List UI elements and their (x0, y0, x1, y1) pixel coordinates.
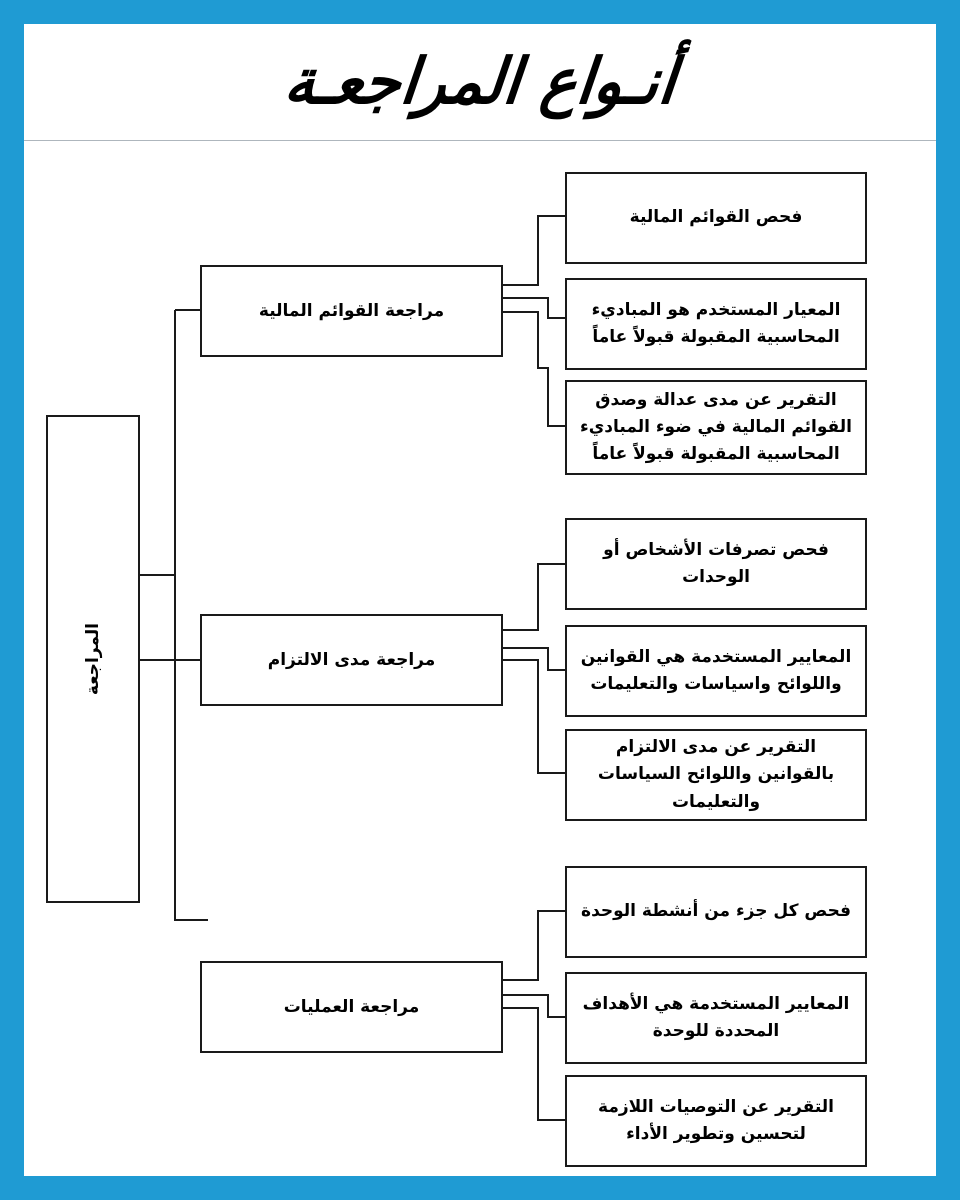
branch-box-operations (200, 961, 503, 1053)
branch-box-compliance (200, 614, 503, 706)
branch-box-financial-statements (200, 265, 503, 357)
root-label: المراجعة (83, 622, 103, 696)
leaf-box (565, 380, 867, 475)
leaf-text: فحص كل جزء من أنشطة الوحدة (581, 901, 851, 922)
leaf-text: المعيار المستخدم هو المباديء المحاسبية المقبولة قبولاً عاماً (591, 299, 841, 347)
leaf-text: التقرير عن مدى الالتزام بالقوانين واللوائح السياسات والتعليمات (597, 737, 835, 812)
connector-branch-1 (503, 216, 565, 426)
root-box (46, 415, 140, 903)
leaf-text: المعايير المستخدمة هي القوانين واللوائح واسياسات والتعليمات (580, 646, 852, 694)
leaf-box (565, 729, 867, 821)
page-title: أنـواع المراجعـة (280, 45, 680, 119)
leaf-box (565, 1075, 867, 1167)
connector-root-trunk (140, 310, 208, 920)
leaf-text: فحص تصرفات الأشخاص أو الوحدات (603, 539, 829, 587)
leaf-text: فحص القوائم المالية (629, 207, 803, 228)
leaf-box (565, 866, 867, 958)
leaf-text: التقرير عن مدى عدالة وصدق القوائم المالية في ضوء المباديء المحاسبية المقبولة قبولاً عاماً (580, 389, 852, 465)
leaf-text: التقرير عن التوصيات اللازمة لتحسين وتطوير الأداء (598, 1096, 834, 1144)
branch-label: مراجعة العمليات (283, 997, 420, 1017)
branch-label: مراجعة مدى الالتزام (267, 650, 436, 670)
leaf-text: المعايير المستخدمة هي الأهداف المحددة للوحدة (582, 993, 850, 1041)
leaf-box (565, 972, 867, 1064)
branch-label: مراجعة القوائم المالية (258, 301, 445, 321)
leaf-box (565, 625, 867, 717)
connector-branch-2 (503, 564, 565, 773)
leaf-box (565, 172, 867, 264)
leaf-box (565, 278, 867, 370)
connector-branch-3 (503, 911, 565, 1120)
leaf-box (565, 518, 867, 610)
